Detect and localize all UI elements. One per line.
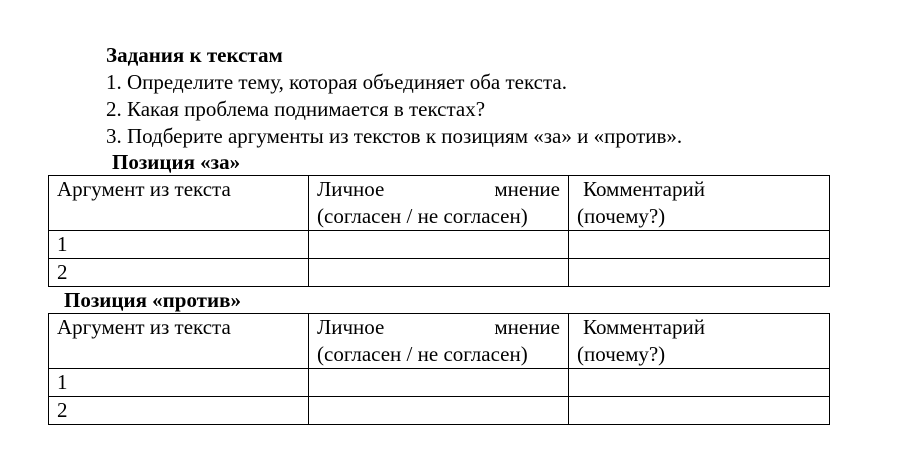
table-row (49, 397, 830, 425)
table-header-row (49, 176, 830, 231)
row-number-cell[interactable] (49, 231, 309, 259)
header-comment (569, 314, 830, 369)
row-number-cell[interactable] (49, 369, 309, 397)
header-opinion (309, 176, 569, 231)
header-opinion-line2: (согласен / не согласен) (317, 204, 528, 228)
comment-cell[interactable] (569, 259, 830, 287)
header-opinion (309, 314, 569, 369)
table-header-row (49, 314, 830, 369)
table-row (49, 259, 830, 287)
header-opinion-word2: мнение (494, 315, 560, 339)
position-against-table (48, 313, 830, 425)
row-number: 1 (57, 232, 68, 256)
header-comment-line1: Комментарий (583, 177, 705, 201)
header-argument (49, 314, 309, 369)
position-for-table (48, 175, 830, 287)
row-number: 1 (57, 370, 68, 394)
comment-cell[interactable] (569, 397, 830, 425)
task-item-3: 3. Подберите аргументы из текстов к позициям «за» и «против». (106, 124, 683, 148)
header-comment (569, 176, 830, 231)
header-argument-label: Аргумент из текста (57, 315, 231, 339)
opinion-cell[interactable] (309, 231, 569, 259)
row-number: 2 (57, 260, 68, 284)
header-opinion-line1 (317, 176, 560, 203)
header-opinion-word1: Личное (317, 177, 385, 201)
header-comment-line2: (почему?) (577, 204, 666, 228)
table-row (49, 369, 830, 397)
opinion-cell[interactable] (309, 397, 569, 425)
position-for-heading: Позиция «за» (112, 150, 241, 174)
header-comment-line2: (почему?) (577, 342, 666, 366)
position-against-heading: Позиция «против» (64, 288, 241, 312)
header-opinion-line2: (согласен / не согласен) (317, 342, 528, 366)
row-number: 2 (57, 398, 68, 422)
row-number-cell[interactable] (49, 259, 309, 287)
header-comment-line1: Комментарий (583, 315, 705, 339)
header-opinion-line1 (317, 314, 560, 341)
task-item-2: 2. Какая проблема поднимается в текстах? (106, 97, 486, 121)
opinion-cell[interactable] (309, 369, 569, 397)
opinion-cell[interactable] (309, 259, 569, 287)
header-opinion-word1: Личное (317, 315, 385, 339)
header-argument (49, 176, 309, 231)
header-argument-label: Аргумент из текста (57, 177, 231, 201)
header-opinion-word2: мнение (494, 177, 560, 201)
comment-cell[interactable] (569, 369, 830, 397)
comment-cell[interactable] (569, 231, 830, 259)
table-row (49, 231, 830, 259)
row-number-cell[interactable] (49, 397, 309, 425)
tasks-title: Задания к текстам (106, 43, 283, 67)
task-item-1: 1. Определите тему, которая объединяет оба текста. (106, 70, 567, 94)
